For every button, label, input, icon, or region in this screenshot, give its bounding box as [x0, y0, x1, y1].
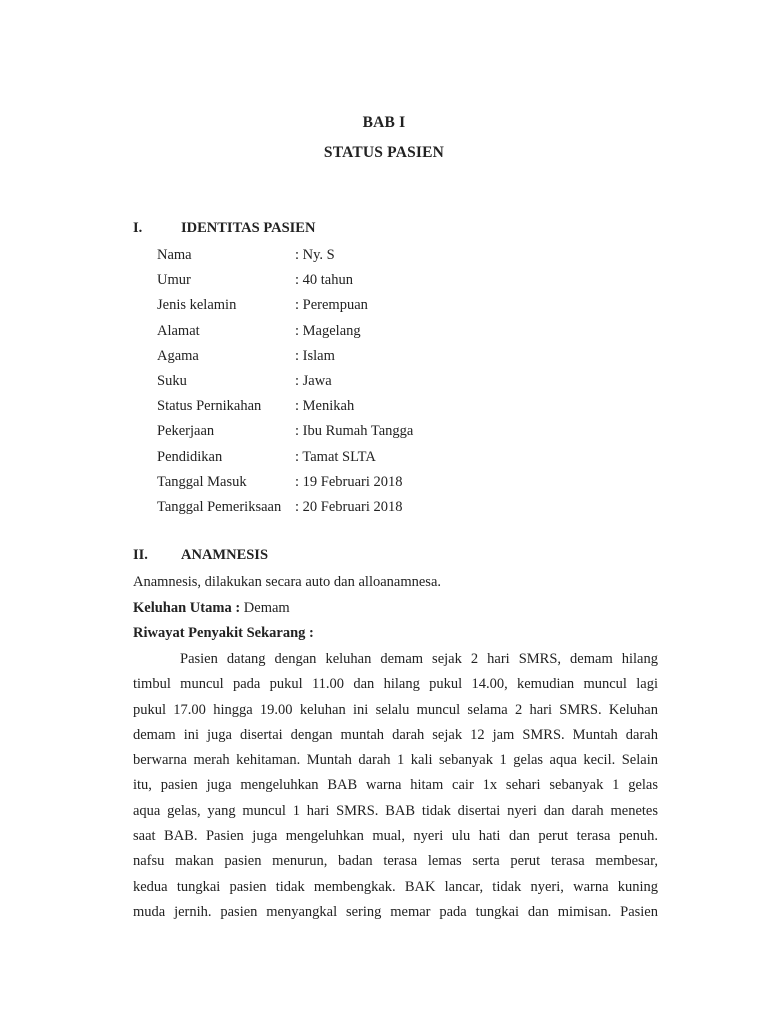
identity-row-nama	[157, 245, 335, 265]
identity-value: : 19 Februari 2018	[295, 474, 403, 490]
keluhan-utama-label: Keluhan Utama :	[133, 600, 241, 616]
section-identitas-heading	[133, 220, 315, 237]
chapter-title: STATUS PASIEN	[323, 144, 445, 161]
riwayat-penyakit-heading: Riwayat Penyakit Sekarang :	[133, 625, 314, 641]
identity-value: : Jawa	[295, 373, 332, 389]
identity-row-alamat	[157, 321, 361, 341]
identity-label: Nama	[157, 247, 192, 263]
identity-label: Status Pernikahan	[157, 398, 262, 414]
paragraph-line: berwarna merah kehitaman. Muntah darah 1 kali sebanyak 1 gelas aqua kecil. Selain	[133, 752, 658, 769]
identity-value: : Ny. S	[295, 247, 335, 263]
identity-label: Agama	[157, 348, 199, 364]
identity-label: Tanggal Masuk	[157, 474, 247, 490]
section-number: II.	[133, 547, 148, 563]
riwayat-paragraph	[133, 649, 658, 927]
identity-value: : 40 tahun	[295, 272, 353, 288]
identity-row-agama	[157, 346, 335, 366]
identity-value: : Perempuan	[295, 297, 368, 313]
section-title: IDENTITAS PASIEN	[181, 220, 316, 236]
identity-label: Pendidikan	[157, 449, 223, 465]
identity-value: : Ibu Rumah Tangga	[295, 423, 414, 439]
identity-row-jenis-kelamin	[157, 295, 368, 315]
paragraph-line: itu, pasien juga mengeluhkan BAB warna hitam cair 1x sehari sebanyak 1 gelas	[133, 777, 658, 794]
keluhan-utama-value: Demam	[240, 600, 290, 616]
identity-label: Suku	[157, 373, 187, 389]
identity-label: Jenis kelamin	[157, 297, 237, 313]
section-number: I.	[133, 220, 143, 236]
identity-label: Umur	[157, 272, 191, 288]
paragraph-line: timbul muncul pada pukul 11.00 dan hilang pukul 14.00, kemudian muncul lagi	[133, 676, 658, 693]
section-anamnesis-heading	[133, 547, 268, 564]
identity-row-pendidikan	[157, 447, 376, 467]
paragraph-line: pukul 17.00 hingga 19.00 keluhan ini selalu muncul selama 2 hari SMRS. Keluhan	[133, 701, 658, 718]
paragraph-line: nafsu makan pasien menurun, badan terasa lemas serta perut terasa membesar,	[133, 853, 658, 870]
identity-row-pekerjaan	[157, 421, 413, 441]
paragraph-line: Pasien datang dengan keluhan demam sejak 2 hari SMRS, demam hilang	[180, 651, 658, 667]
identity-row-status-pernikahan	[157, 396, 354, 416]
identity-label: Alamat	[157, 323, 200, 339]
identity-row-umur	[157, 270, 353, 290]
paragraph-line: saat BAB. Pasien juga mengeluhkan mual, nyeri ulu hati dan perut terasa penuh.	[133, 828, 658, 845]
identity-value: : Tamat SLTA	[295, 449, 376, 465]
identity-value: : 20 Februari 2018	[295, 499, 403, 515]
identity-row-tanggal-pemeriksaan	[157, 497, 403, 517]
keluhan-utama-line	[133, 598, 290, 618]
paragraph-line: aqua gelas, yang muncul 1 hari SMRS. BAB tidak disertai nyeri dan darah menetes	[133, 802, 658, 819]
identity-value: : Islam	[295, 348, 335, 364]
identity-row-suku	[157, 371, 332, 391]
anamnesis-intro: Anamnesis, dilakukan secara auto dan alloanamnesa.	[133, 574, 442, 590]
identity-value: : Magelang	[295, 323, 361, 339]
identity-label: Tanggal Pemeriksaan	[157, 499, 282, 515]
chapter-heading: BAB I	[362, 114, 406, 131]
identity-label: Pekerjaan	[157, 423, 215, 439]
identity-value: : Menikah	[295, 398, 355, 414]
paragraph-line: muda jernih. pasien menyangkal sering memar pada tungkai dan mimisan. Pasien	[133, 903, 658, 920]
identity-row-tanggal-masuk	[157, 472, 403, 492]
section-title: ANAMNESIS	[181, 547, 269, 563]
paragraph-line: demam ini juga disertai dengan muntah darah sejak 12 jam SMRS. Muntah darah	[133, 726, 658, 743]
paragraph-line: kedua tungkai pasien tidak membengkak. BAK lancar, tidak nyeri, warna kuning	[133, 878, 658, 895]
